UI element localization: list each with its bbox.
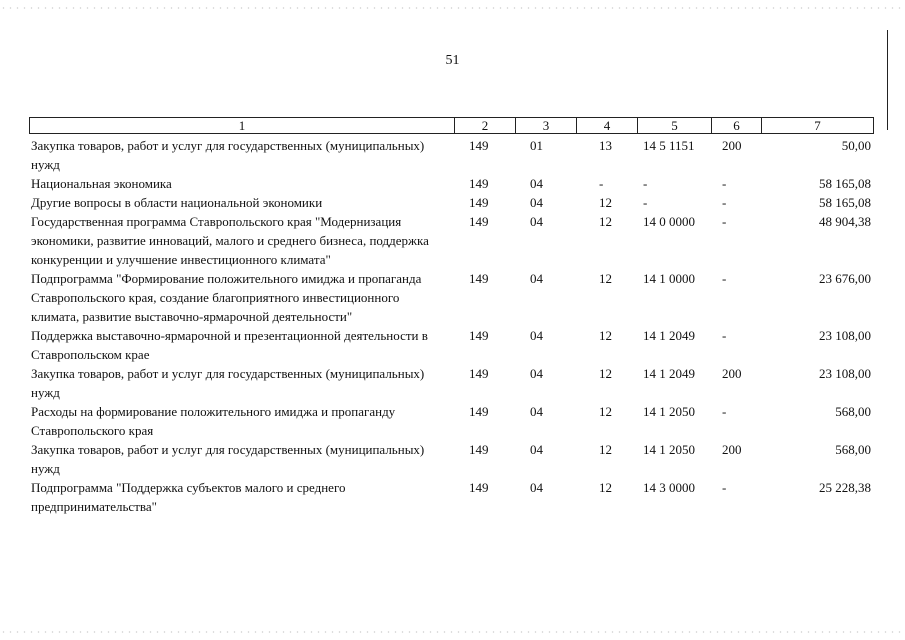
row-expense-type: - — [722, 176, 727, 191]
row-section: 04 — [530, 480, 543, 495]
row-section: 04 — [530, 328, 543, 343]
row-amount: 58 165,08 — [819, 195, 871, 210]
row-amount: 23 108,00 — [819, 366, 871, 381]
table-row — [29, 212, 874, 269]
row-target-article: 14 1 2049 — [643, 328, 695, 343]
row-target-article: 14 1 0000 — [643, 271, 695, 286]
row-name: Подпрограмма "Формирование положительного имиджа и пропаганда Ставропольского края, создание благоприятного инвестиционного климата, развитие выставочно-ярмарочной деятельности" — [31, 271, 422, 324]
header-col-3: 3 — [515, 118, 576, 133]
row-code-ministry: 149 — [469, 214, 489, 229]
row-expense-type: - — [722, 480, 727, 495]
row-code-ministry: 149 — [469, 480, 489, 495]
scan-noise-bottom — [0, 630, 905, 634]
row-name: Другие вопросы в области национальной экономики — [31, 195, 323, 210]
table-row — [29, 440, 874, 478]
row-target-article: 14 0 0000 — [643, 214, 695, 229]
table-row — [29, 136, 874, 174]
row-amount: 58 165,08 — [819, 176, 871, 191]
row-subsection: - — [599, 176, 604, 191]
row-expense-type: - — [722, 271, 727, 286]
row-name: Государственная программа Ставропольского края "Модернизация экономики, развитие инноваций, малого и среднего бизнеса, поддержка конкуренции и улучшение инвестиционного климата" — [31, 214, 429, 267]
row-code-ministry: 149 — [469, 366, 489, 381]
header-col-1: 1 — [238, 118, 246, 133]
row-code-ministry: 149 — [469, 442, 489, 457]
row-name: Закупка товаров, работ и услуг для государственных (муниципальных) нужд — [31, 442, 425, 476]
row-target-article: - — [643, 176, 648, 191]
table-row — [29, 364, 874, 402]
page-number: 51 — [445, 53, 460, 68]
scan-noise-top — [0, 6, 905, 10]
row-name: Расходы на формирование положительного имиджа и пропаганду Ставропольского края — [31, 404, 396, 438]
row-name: Подпрограмма "Поддержка субъектов малого и среднего предпринимательства" — [31, 480, 346, 514]
row-name: Национальная экономика — [31, 176, 172, 191]
row-code-ministry: 149 — [469, 271, 489, 286]
row-target-article: 14 3 0000 — [643, 480, 695, 495]
table-row — [29, 326, 874, 364]
row-target-article: 14 5 1151 — [643, 138, 695, 153]
row-code-ministry: 149 — [469, 328, 489, 343]
row-amount: 568,00 — [835, 404, 871, 419]
row-subsection: 12 — [599, 366, 612, 381]
row-subsection: 12 — [599, 214, 612, 229]
header-col-5: 5 — [637, 118, 711, 133]
table-row — [29, 193, 874, 212]
header-col-4: 4 — [576, 118, 637, 133]
header-col-7: 7 — [761, 118, 873, 133]
row-section: 04 — [530, 271, 543, 286]
row-section: 04 — [530, 195, 543, 210]
table-body — [29, 136, 874, 516]
row-target-article: 14 1 2050 — [643, 404, 695, 419]
row-expense-type: - — [722, 404, 727, 419]
row-subsection: 13 — [599, 138, 612, 153]
row-name: Закупка товаров, работ и услуг для государственных (муниципальных) нужд — [31, 366, 425, 400]
table-row — [29, 478, 874, 516]
row-expense-type: - — [722, 328, 727, 343]
row-subsection: 12 — [599, 442, 612, 457]
row-code-ministry: 149 — [469, 176, 489, 191]
row-subsection: 12 — [599, 480, 612, 495]
row-section: 04 — [530, 366, 543, 381]
table-row — [29, 174, 874, 193]
row-amount: 23 108,00 — [819, 328, 871, 343]
row-amount: 50,00 — [841, 138, 871, 153]
header-col-6: 6 — [711, 118, 761, 133]
row-code-ministry: 149 — [469, 138, 489, 153]
row-section: 04 — [530, 442, 543, 457]
margin-rule — [887, 30, 888, 130]
table-row — [29, 269, 874, 326]
row-target-article: 14 1 2050 — [643, 442, 695, 457]
header-col-2: 2 — [454, 118, 515, 133]
row-expense-type: 200 — [722, 442, 742, 457]
row-target-article: - — [643, 195, 648, 210]
row-amount: 48 904,38 — [819, 214, 871, 229]
row-section: 04 — [530, 404, 543, 419]
row-name: Закупка товаров, работ и услуг для государственных (муниципальных) нужд — [31, 138, 425, 172]
table-row — [29, 402, 874, 440]
row-name: Поддержка выставочно-ярмарочной и презентационной деятельности в Ставропольском крае — [31, 328, 428, 362]
row-section: 04 — [530, 176, 543, 191]
row-expense-type: 200 — [722, 138, 742, 153]
row-subsection: 12 — [599, 328, 612, 343]
row-amount: 568,00 — [835, 442, 871, 457]
row-subsection: 12 — [599, 404, 612, 419]
row-code-ministry: 149 — [469, 195, 489, 210]
row-expense-type: - — [722, 195, 727, 210]
row-target-article: 14 1 2049 — [643, 366, 695, 381]
table-header — [29, 117, 874, 134]
row-amount: 25 228,38 — [819, 480, 871, 495]
row-subsection: 12 — [599, 271, 612, 286]
row-expense-type: - — [722, 214, 727, 229]
row-expense-type: 200 — [722, 366, 742, 381]
row-code-ministry: 149 — [469, 404, 489, 419]
row-amount: 23 676,00 — [819, 271, 871, 286]
row-section: 04 — [530, 214, 543, 229]
row-subsection: 12 — [599, 195, 612, 210]
row-section: 01 — [530, 138, 543, 153]
